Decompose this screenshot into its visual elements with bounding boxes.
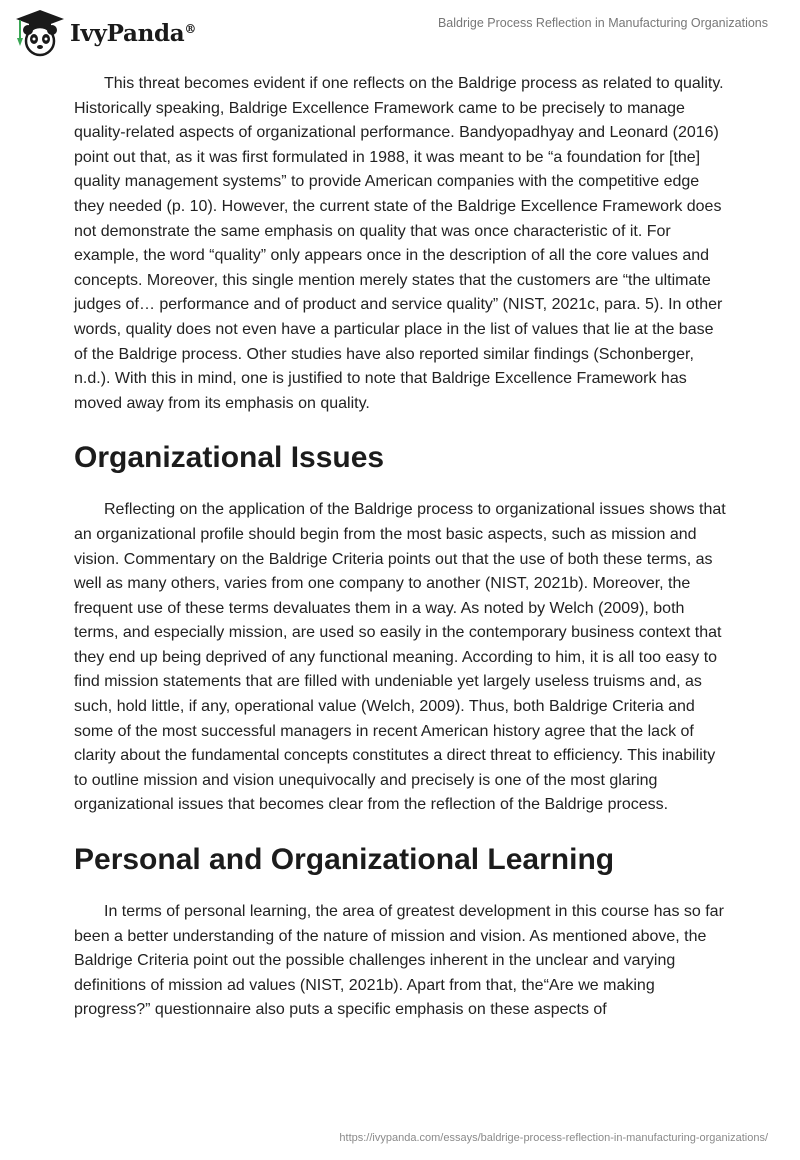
page-header: [0, 0, 800, 64]
panda-graduate-icon: [12, 8, 68, 58]
paragraph-organizational-issues: Reflecting on the application of the Baldrige process to organizational issues shows that an organizational profile should begin from the most basic aspects, such as mission and vision. Commentary on the Baldrige Criteria points out that the use of both these terms, as well as many others, varies from one company to another (NIST, 2021b). Moreover, the frequent use of these terms devaluates them in a way. As noted by Welch (2009), both terms, and especially mission, are used so easily in the contemporary business context that they end up being deprived of any functional meaning. According to him, it is all too easy to find mission statements that are filled with undeniable yet largely useless truisms and, as such, hold little, if any, operational value (Welch, 2009). Thus, both Baldrige Criteria and some of the most successful managers in recent American history agree that the lack of clarity about the fundamental concepts constitutes a direct threat to efficiency. This inability to outline mission and vision unequivocally and precisely is one of the most glaring organizational issues that becomes clear from the reflection of the Baldrige process.: [74, 501, 726, 814]
essay-body: [74, 72, 728, 1023]
ivypanda-logo[interactable]: [12, 8, 196, 58]
document-title: Baldrige Process Reflection in Manufacturing Organizations: [437, 16, 768, 30]
paragraph-quality: This threat becomes evident if one reflects on the Baldrige process as related to quality. Historically speaking, Baldrige Excellence Framework came to be precisely to manage quality-related aspects of organizational performance. Bandyopadhyay and Leonard (2016) point out that, as it was first formulated in 1988, it was meant to be “a foundation for [the] quality management systems” to provide American companies with the competitive edge they needed (p. 10). However, the current state of the Baldrige Excellence Framework does not demonstrate the same emphasis on quality that was once characteristic of it. For example, the word “quality” only appears once in the description of all the core values and concepts. Moreover, this single mention merely states that the customers are “the ultimate judges of… performance and of product and service quality” (NIST, 2021c, para. 5). In other words, quality does not even have a particular place in the list of values that lie at the base of the Baldrige process. Other studies have also reported similar findings (Schonberger, n.d.). With this in mind, one is justified to note that Baldrige Excellence Framework has moved away from its emphasis on quality.: [74, 75, 724, 412]
paragraph-personal-learning: In terms of personal learning, the area of greatest development in this course has so far been a better understanding of the nature of mission and vision. As mentioned above, the Baldrige Criteria point out the possible challenges inherent in the unclear and varying definitions of mission ad values (NIST, 2021b). Apart from that, the“Are we making progress?” questionnaire also puts a specific emphasis on these aspects of: [74, 903, 724, 1019]
brand-name: IvyPanda®: [70, 19, 197, 47]
heading-personal-learning: Personal and Organizational Learning: [74, 843, 615, 877]
heading-organizational-issues: Organizational Issues: [74, 441, 385, 475]
footer-source-link[interactable]: https://ivypanda.com/essays/baldrige-process-reflection-in-manufacturing-organizations/: [339, 1132, 768, 1144]
